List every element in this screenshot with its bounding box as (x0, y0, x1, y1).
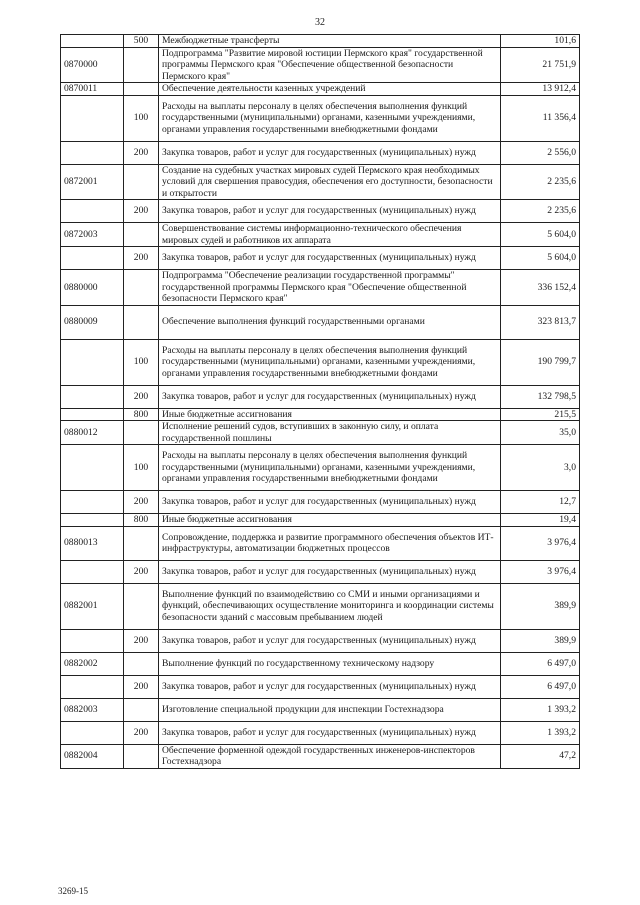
row-expense-type (124, 421, 159, 445)
row-name: Выполнение функций по государственному техническому надзору (159, 652, 501, 675)
row-code (61, 35, 124, 48)
row-amount: 323 813,7 (501, 305, 580, 339)
table-row (61, 47, 580, 83)
table-row (61, 408, 580, 421)
row-code: 0882002 (61, 652, 124, 675)
table-row (61, 305, 580, 339)
row-expense-type: 200 (124, 491, 159, 514)
row-expense-type: 200 (124, 629, 159, 652)
row-amount: 389,9 (501, 583, 580, 629)
row-amount: 215,5 (501, 408, 580, 421)
row-expense-type (124, 583, 159, 629)
row-expense-type: 200 (124, 721, 159, 744)
row-amount: 101,6 (501, 35, 580, 48)
table-row (61, 629, 580, 652)
row-expense-type (124, 270, 159, 306)
row-expense-type (124, 223, 159, 247)
row-code (61, 560, 124, 583)
row-code: 0870011 (61, 83, 124, 96)
row-name: Подпрограмма "Развитие мировой юстиции Пермского края" государственной программы Пермского края "Обеспечение общественной безопасности Пермского края" (159, 47, 501, 83)
row-expense-type: 800 (124, 514, 159, 527)
row-expense-type (124, 744, 159, 768)
row-expense-type: 100 (124, 95, 159, 141)
row-name: Закупка товаров, работ и услуг для государственных (муниципальных) нужд (159, 629, 501, 652)
row-expense-type: 500 (124, 35, 159, 48)
row-name: Закупка товаров, работ и услуг для государственных (муниципальных) нужд (159, 675, 501, 698)
row-amount: 5 604,0 (501, 247, 580, 270)
row-code (61, 200, 124, 223)
row-name: Иные бюджетные ассигнования (159, 408, 501, 421)
row-name: Выполнение функций по взаимодействию со СМИ и иными организациями и функций, обеспечивающих осуществление мониторинга и координации системы безопасности зданий с массовым пребыванием людей (159, 583, 501, 629)
row-amount: 6 497,0 (501, 675, 580, 698)
row-code (61, 629, 124, 652)
row-name: Закупка товаров, работ и услуг для государственных (муниципальных) нужд (159, 200, 501, 223)
row-expense-type: 200 (124, 560, 159, 583)
row-amount: 3,0 (501, 445, 580, 491)
row-name: Расходы на выплаты персоналу в целях обеспечения выполнения функций государственными (муниципальными) органами, казенными учреждениями, органами управления государственными внебюджетными фондами (159, 445, 501, 491)
row-name: Закупка товаров, работ и услуг для государственных (муниципальных) нужд (159, 491, 501, 514)
table-row (61, 164, 580, 200)
row-code (61, 247, 124, 270)
row-amount: 6 497,0 (501, 652, 580, 675)
table-row (61, 35, 580, 48)
table-row (61, 223, 580, 247)
row-code: 0880009 (61, 305, 124, 339)
row-code (61, 141, 124, 164)
budget-table-body (61, 35, 580, 769)
row-name: Создание на судебных участках мировых судей Пермского края необходимых условий для свершения правосудия, обеспечения его доступности, безопасности и открытости (159, 164, 501, 200)
row-expense-type: 200 (124, 675, 159, 698)
table-row (61, 339, 580, 385)
table-row (61, 652, 580, 675)
row-amount: 5 604,0 (501, 223, 580, 247)
row-code (61, 491, 124, 514)
table-row (61, 200, 580, 223)
row-amount: 11 356,4 (501, 95, 580, 141)
row-name: Иные бюджетные ассигнования (159, 514, 501, 527)
row-code: 0882001 (61, 583, 124, 629)
table-row (61, 83, 580, 96)
row-name: Межбюджетные трансферты (159, 35, 501, 48)
row-code (61, 408, 124, 421)
row-amount: 2 235,6 (501, 164, 580, 200)
row-code: 0872001 (61, 164, 124, 200)
table-row (61, 445, 580, 491)
row-name: Расходы на выплаты персоналу в целях обеспечения выполнения функций государственными (муниципальными) органами, казенными учреждениями, органами управления государственными внебюджетными фондами (159, 339, 501, 385)
row-code: 0870000 (61, 47, 124, 83)
row-amount: 35,0 (501, 421, 580, 445)
table-row (61, 95, 580, 141)
row-name: Закупка товаров, работ и услуг для государственных (муниципальных) нужд (159, 247, 501, 270)
row-expense-type (124, 83, 159, 96)
row-code: 0880013 (61, 526, 124, 560)
row-code (61, 675, 124, 698)
row-expense-type (124, 526, 159, 560)
row-amount: 389,9 (501, 629, 580, 652)
row-amount: 1 393,2 (501, 698, 580, 721)
table-row (61, 514, 580, 527)
row-code: 0880012 (61, 421, 124, 445)
row-amount: 47,2 (501, 744, 580, 768)
table-row (61, 247, 580, 270)
table-row (61, 526, 580, 560)
table-row (61, 141, 580, 164)
table-row (61, 744, 580, 768)
row-amount: 132 798,5 (501, 385, 580, 408)
table-row (61, 583, 580, 629)
row-expense-type (124, 698, 159, 721)
footer-code: 3269-15 (58, 886, 88, 896)
table-row (61, 560, 580, 583)
row-code (61, 445, 124, 491)
row-expense-type (124, 652, 159, 675)
row-expense-type (124, 47, 159, 83)
row-amount: 19,4 (501, 514, 580, 527)
row-amount: 190 799,7 (501, 339, 580, 385)
row-name: Закупка товаров, работ и услуг для государственных (муниципальных) нужд (159, 385, 501, 408)
row-expense-type: 200 (124, 247, 159, 270)
row-amount: 1 393,2 (501, 721, 580, 744)
page-number: 32 (315, 17, 325, 28)
row-name: Изготовление специальной продукции для инспекции Гостехнадзора (159, 698, 501, 721)
table-row (61, 721, 580, 744)
table-row (61, 421, 580, 445)
row-expense-type (124, 164, 159, 200)
table-row (61, 675, 580, 698)
row-name: Подпрограмма "Обеспечение реализации государственной программы" государственной программы Пермского края "Обеспечение общественной безопасности Пермского края" (159, 270, 501, 306)
row-amount: 12,7 (501, 491, 580, 514)
row-code: 0882004 (61, 744, 124, 768)
row-amount: 3 976,4 (501, 526, 580, 560)
row-name: Обеспечение выполнения функций государственными органами (159, 305, 501, 339)
row-expense-type: 100 (124, 339, 159, 385)
row-expense-type: 200 (124, 141, 159, 164)
row-name: Сопровождение, поддержка и развитие программного обеспечения объектов ИТ-инфраструктуры, автоматизации бюджетных процессов (159, 526, 501, 560)
row-name: Расходы на выплаты персоналу в целях обеспечения выполнения функций государственными (муниципальными) органами, казенными учреждениями, органами управления государственными внебюджетными фондами (159, 95, 501, 141)
row-code (61, 95, 124, 141)
table-row (61, 270, 580, 306)
table-row (61, 491, 580, 514)
row-code (61, 385, 124, 408)
row-code: 0880000 (61, 270, 124, 306)
row-name: Обеспечение деятельности казенных учреждений (159, 83, 501, 96)
table-row (61, 698, 580, 721)
row-code (61, 514, 124, 527)
row-expense-type: 100 (124, 445, 159, 491)
row-amount: 21 751,9 (501, 47, 580, 83)
row-name: Совершенствование системы информационно-технического обеспечения мировых судей и работников их аппарата (159, 223, 501, 247)
row-name: Закупка товаров, работ и услуг для государственных (муниципальных) нужд (159, 141, 501, 164)
row-expense-type: 200 (124, 200, 159, 223)
row-amount: 2 556,0 (501, 141, 580, 164)
row-code (61, 339, 124, 385)
row-amount: 336 152,4 (501, 270, 580, 306)
row-name: Обеспечение форменной одеждой государственных инженеров-инспекторов Гостехнадзора (159, 744, 501, 768)
row-expense-type: 800 (124, 408, 159, 421)
row-expense-type (124, 305, 159, 339)
row-name: Закупка товаров, работ и услуг для государственных (муниципальных) нужд (159, 560, 501, 583)
row-amount: 3 976,4 (501, 560, 580, 583)
row-code: 0872003 (61, 223, 124, 247)
table-row (61, 385, 580, 408)
row-amount: 13 912,4 (501, 83, 580, 96)
row-expense-type: 200 (124, 385, 159, 408)
row-name: Закупка товаров, работ и услуг для государственных (муниципальных) нужд (159, 721, 501, 744)
row-code (61, 721, 124, 744)
row-code: 0882003 (61, 698, 124, 721)
row-name: Исполнение решений судов, вступивших в законную силу, и оплата государственной пошлины (159, 421, 501, 445)
row-amount: 2 235,6 (501, 200, 580, 223)
budget-table (60, 34, 580, 769)
